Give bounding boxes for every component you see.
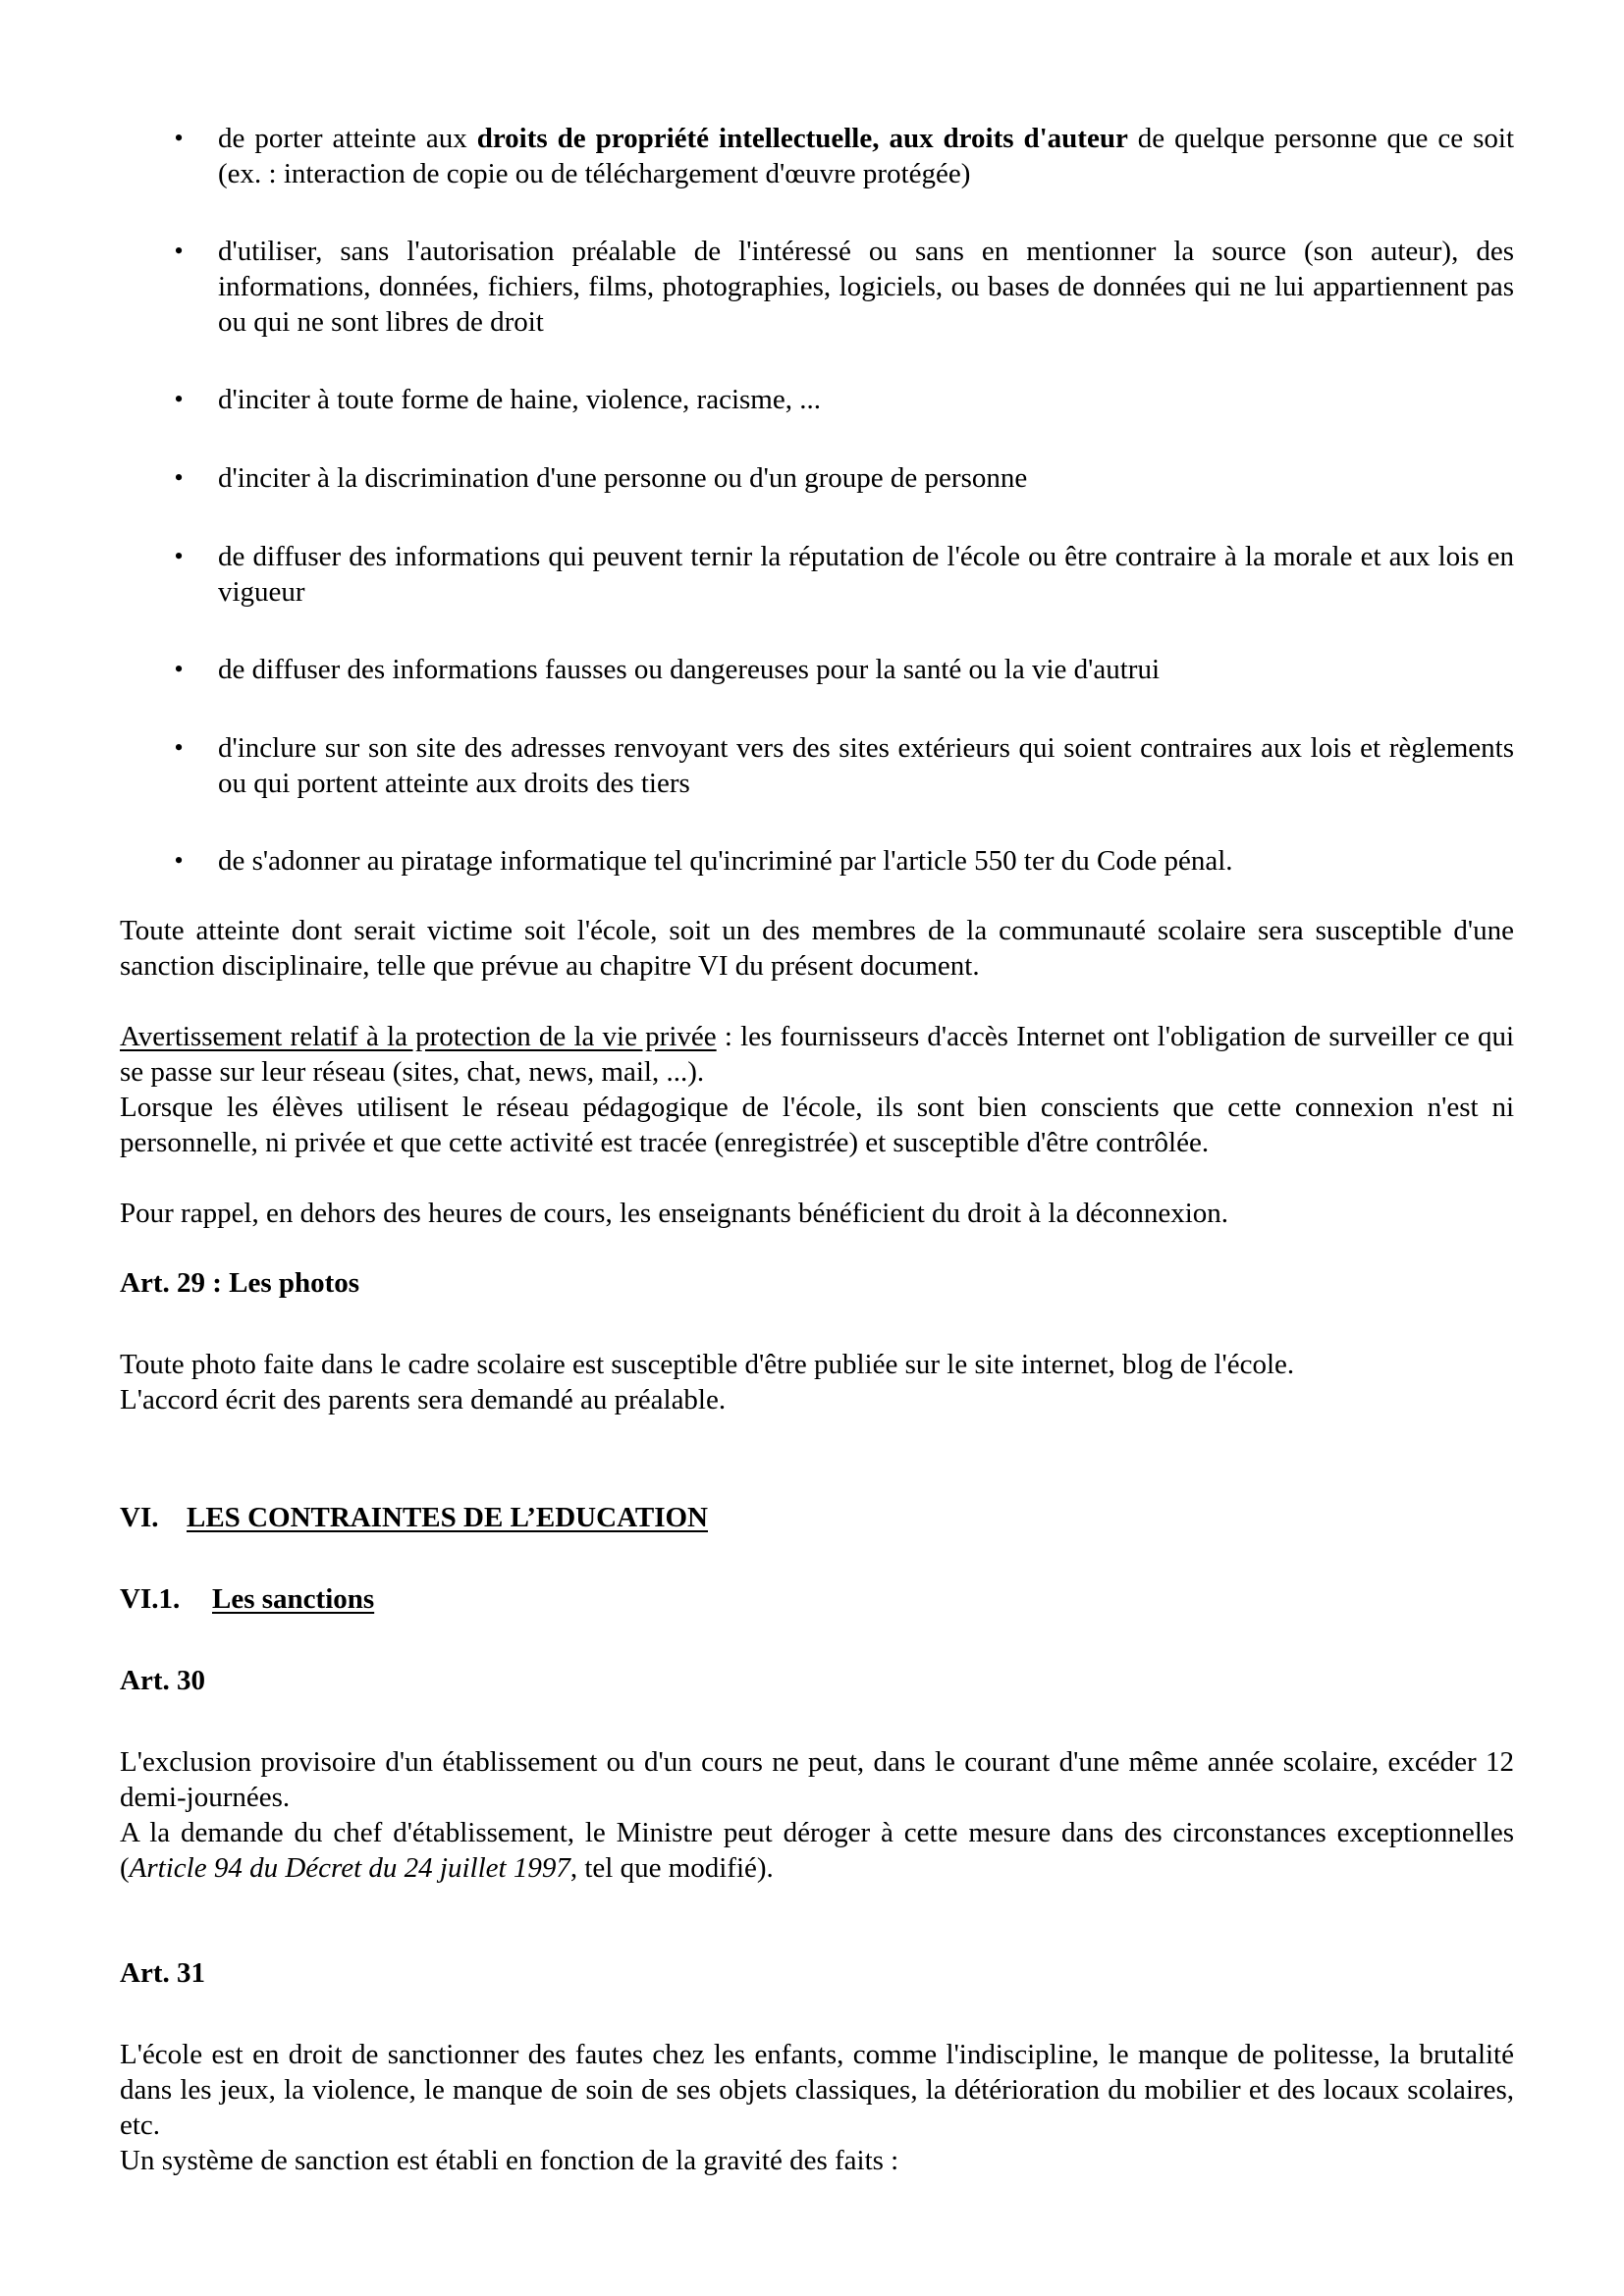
article-30-paragraph-1: L'exclusion provisoire d'un établissement ou d'un cours ne peut, dans le courant d'une même année scolaire, excéder 12 demi-journées. [120, 1746, 1514, 1813]
article-30-title: Art. 30 [120, 1665, 205, 1696]
list-item-text: d'inciter à toute forme de haine, violence, racisme, ... [218, 384, 821, 415]
decree-reference: Article 94 du Décret du 24 juillet 1997 [129, 1852, 570, 1884]
bullet-icon: • [174, 655, 184, 683]
list-item-text: de diffuser des informations fausses ou dangereuses pour la santé ou la vie d'autrui [218, 654, 1161, 685]
article-31-paragraph-2: Un système de sanction est établi en fonction de la gravité des faits : [120, 2145, 899, 2176]
subsection-title: Les sanctions [212, 1583, 375, 1615]
bullet-icon: • [174, 237, 184, 265]
article-31-paragraph-1: L'école est en droit de sanctionner des fautes chez les enfants, comme l'indiscipline, le manque de politesse, la brutalité dans les jeux, la violence, le manque de soin de ses objets classiques, la détérioration du mobilier et des locaux scolaires, etc. [120, 2039, 1514, 2141]
bullet-icon: • [174, 542, 184, 570]
subsection-number: VI.1. [120, 1583, 181, 1615]
subsection-heading [120, 1581, 1514, 1617]
article-29-line-1: Toute photo faite dans le cadre scolaire est susceptible d'être publiée sur le site internet, blog de l'école. [120, 1349, 1295, 1380]
list-item-text: d'inciter à la discrimination d'une personne ou d'un groupe de personne [218, 462, 1028, 494]
list-item-text: de porter atteinte aux droits de propriété intellectuelle, aux droits d'auteur de quelque personne que ce soit (ex. : interaction de copie ou de téléchargement d'œuvre protégée) [218, 123, 1514, 189]
bullet-icon: • [174, 463, 184, 492]
paragraph-rappel: Pour rappel, en dehors des heures de cours, les enseignants bénéficient du droit à la déconnexion. [120, 1198, 1229, 1229]
list-item-text: d'inclure sur son site des adresses renvoyant vers des sites extérieurs qui soient contraires aux lois et règlements ou qui portent atteinte aux droits des tiers [218, 732, 1514, 799]
bold-emphasis: droits de propriété intellectuelle, aux droits d'auteur [476, 123, 1128, 154]
bullet-icon: • [174, 846, 184, 875]
bullet-icon: • [174, 733, 184, 762]
list-item-text: d'utiliser, sans l'autorisation préalable de l'intéressé ou sans en mentionner la source (son auteur), des informations, données, fichiers, films, photographies, logiciels, ou bases de données qui ne lui appartiennent pas ou qui ne sont libres de droit [218, 236, 1514, 338]
paragraph-atteinte: Toute atteinte dont serait victime soit l'école, soit un des membres de la communauté scolaire sera susceptible d'une sanction disciplinaire, telle que prévue au chapitre VI du présent document. [120, 915, 1514, 982]
article-29-title: Art. 29 : Les photos [120, 1267, 360, 1299]
paragraph-privacy-warning: Avertissement relatif à la protection de la vie privée : les fournisseurs d'accès Internet ont l'obligation de surveiller ce qui se passe sur leur réseau (sites, chat, news, mail, ...). [120, 1021, 1514, 1088]
paragraph-eleves: Lorsque les élèves utilisent le réseau pédagogique de l'école, ils sont bien conscients que cette connexion n'est ni personnelle, ni privée et que cette activité est tracée (enregistrée) et susceptible d'être contrôlée. [120, 1092, 1514, 1158]
privacy-warning-label: Avertissement relatif à la protection de la vie privée [120, 1021, 717, 1052]
article-31-title: Art. 31 [120, 1957, 205, 1989]
section-heading [120, 1500, 1514, 1535]
section-number: VI. [120, 1502, 159, 1533]
list-item-text: de diffuser des informations qui peuvent ternir la réputation de l'école ou être contraire à la morale et aux lois en vigueur [218, 541, 1514, 608]
article-30-paragraph-2: A la demande du chef d'établissement, le Ministre peut déroger à cette mesure dans des circonstances exceptionnelles (Article 94 du Décret du 24 juillet 1997, tel que modifié). [120, 1817, 1514, 1884]
list-item-text: de s'adonner au piratage informatique tel qu'incriminé par l'article 550 ter du Code pénal. [218, 845, 1233, 877]
bullet-icon: • [174, 124, 184, 152]
article-29-line-2: L'accord écrit des parents sera demandé au préalable. [120, 1384, 727, 1415]
bullet-icon: • [174, 385, 184, 413]
section-title: LES CONTRAINTES DE L’EDUCATION [187, 1502, 708, 1533]
